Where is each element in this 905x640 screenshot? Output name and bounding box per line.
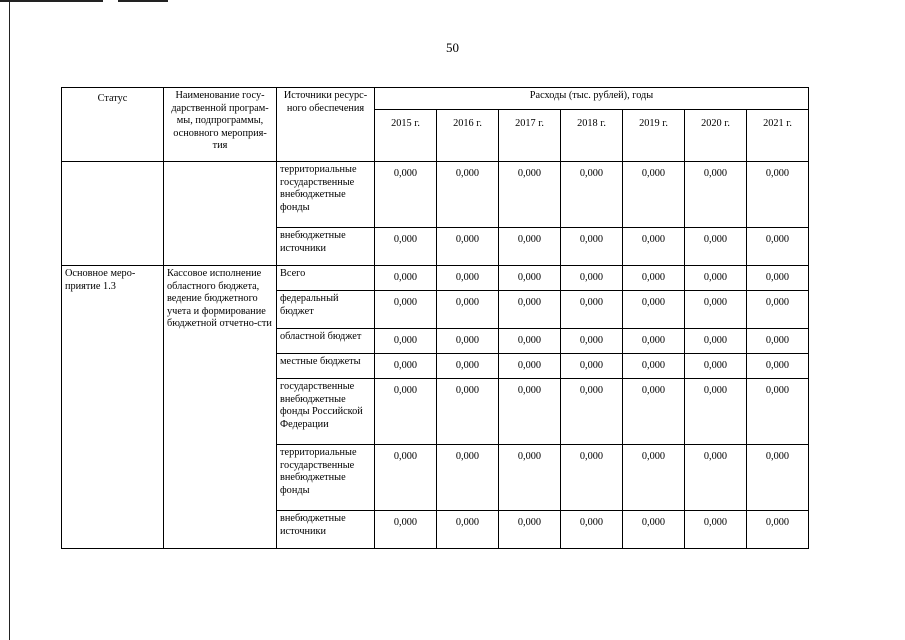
expense-value-cell: 0,000	[561, 445, 623, 511]
expense-value-cell: 0,000	[375, 445, 437, 511]
expense-value-cell: 0,000	[623, 162, 685, 228]
expense-value-cell: 0,000	[623, 511, 685, 549]
expense-value-cell: 0,000	[623, 228, 685, 266]
expense-value-cell: 0,000	[437, 228, 499, 266]
expense-value-cell: 0,000	[375, 162, 437, 228]
expense-value-cell: 0,000	[437, 291, 499, 329]
header-year: 2021 г.	[747, 110, 809, 162]
expense-value-cell: 0,000	[747, 511, 809, 549]
header-year: 2020 г.	[685, 110, 747, 162]
funding-source-cell: областной бюджет	[277, 329, 375, 354]
expense-value-cell: 0,000	[499, 445, 561, 511]
expense-value-cell: 0,000	[747, 445, 809, 511]
expense-value-cell: 0,000	[561, 354, 623, 379]
funding-source-cell: государственные внебюджетные фонды Российской Федерации	[277, 379, 375, 445]
header-status: Статус	[62, 88, 164, 162]
header-year: 2019 г.	[623, 110, 685, 162]
expense-value-cell: 0,000	[747, 291, 809, 329]
expense-value-cell: 0,000	[437, 329, 499, 354]
expense-value-cell: 0,000	[375, 291, 437, 329]
expense-value-cell: 0,000	[499, 162, 561, 228]
scan-edge-left	[9, 0, 10, 640]
expense-value-cell: 0,000	[685, 445, 747, 511]
funding-source-cell: внебюджетные источники	[277, 228, 375, 266]
page-number: 50	[446, 40, 459, 55]
expense-value-cell: 0,000	[499, 228, 561, 266]
expense-value-cell: 0,000	[747, 354, 809, 379]
program-name-cell: Кассовое исполнение областного бюджета, ведение бюджетного учета и формирование бюджетной отчетно-сти	[164, 266, 277, 549]
expense-value-cell: 0,000	[747, 329, 809, 354]
funding-source-cell: территориальные государственные внебюджетные фонды	[277, 162, 375, 228]
expense-value-cell: 0,000	[375, 329, 437, 354]
expense-value-cell: 0,000	[623, 354, 685, 379]
expense-value-cell: 0,000	[375, 228, 437, 266]
expense-value-cell: 0,000	[437, 354, 499, 379]
expense-value-cell: 0,000	[499, 266, 561, 291]
expense-value-cell: 0,000	[623, 266, 685, 291]
expense-value-cell: 0,000	[561, 379, 623, 445]
expense-value-cell: 0,000	[375, 511, 437, 549]
status-cell: Основное меро-приятие 1.3	[62, 266, 164, 549]
expense-value-cell: 0,000	[747, 228, 809, 266]
expense-value-cell: 0,000	[561, 511, 623, 549]
expense-value-cell: 0,000	[437, 266, 499, 291]
header-year: 2018 г.	[561, 110, 623, 162]
expense-value-cell: 0,000	[747, 379, 809, 445]
funding-source-cell: внебюджетные источники	[277, 511, 375, 549]
expense-value-cell: 0,000	[623, 329, 685, 354]
header-year: 2017 г.	[499, 110, 561, 162]
header-program-name: Наименование госу-дарственной програм-мы, подпрограммы, основного мероприя-тия	[164, 88, 277, 162]
funding-source-cell: федеральный бюджет	[277, 291, 375, 329]
expense-value-cell: 0,000	[685, 511, 747, 549]
header-year: 2016 г.	[437, 110, 499, 162]
header-sources: Источники ресурс-ного обеспечения	[277, 88, 375, 162]
expense-value-cell: 0,000	[561, 291, 623, 329]
expense-value-cell: 0,000	[499, 379, 561, 445]
expense-value-cell: 0,000	[623, 445, 685, 511]
expense-value-cell: 0,000	[685, 329, 747, 354]
scan-edge-top	[0, 0, 103, 2]
table-row	[62, 162, 809, 228]
expense-value-cell: 0,000	[561, 329, 623, 354]
expense-value-cell: 0,000	[747, 162, 809, 228]
expense-value-cell: 0,000	[437, 511, 499, 549]
program-name-cell	[164, 162, 277, 266]
expense-value-cell: 0,000	[499, 511, 561, 549]
expense-value-cell: 0,000	[437, 445, 499, 511]
funding-source-cell: местные бюджеты	[277, 354, 375, 379]
expense-value-cell: 0,000	[437, 379, 499, 445]
expense-value-cell: 0,000	[685, 291, 747, 329]
expense-value-cell: 0,000	[375, 266, 437, 291]
expense-value-cell: 0,000	[561, 228, 623, 266]
expense-value-cell: 0,000	[685, 266, 747, 291]
header-expenses: Расходы (тыс. рублей), годы	[375, 88, 809, 110]
expense-value-cell: 0,000	[623, 291, 685, 329]
expense-value-cell: 0,000	[499, 291, 561, 329]
expense-value-cell: 0,000	[747, 266, 809, 291]
expense-value-cell: 0,000	[685, 162, 747, 228]
expense-value-cell: 0,000	[561, 162, 623, 228]
header-year: 2015 г.	[375, 110, 437, 162]
expense-value-cell: 0,000	[685, 228, 747, 266]
expense-value-cell: 0,000	[375, 354, 437, 379]
expense-value-cell: 0,000	[375, 379, 437, 445]
funding-source-cell: Всего	[277, 266, 375, 291]
budget-table	[61, 87, 809, 549]
expense-value-cell: 0,000	[623, 379, 685, 445]
expense-value-cell: 0,000	[685, 354, 747, 379]
expense-value-cell: 0,000	[685, 379, 747, 445]
expense-value-cell: 0,000	[561, 266, 623, 291]
status-cell	[62, 162, 164, 266]
funding-source-cell: территориальные государственные внебюджетные фонды	[277, 445, 375, 511]
expense-value-cell: 0,000	[499, 354, 561, 379]
expense-value-cell: 0,000	[499, 329, 561, 354]
table-row	[62, 266, 809, 291]
scan-edge-top	[118, 0, 168, 2]
expense-value-cell: 0,000	[437, 162, 499, 228]
